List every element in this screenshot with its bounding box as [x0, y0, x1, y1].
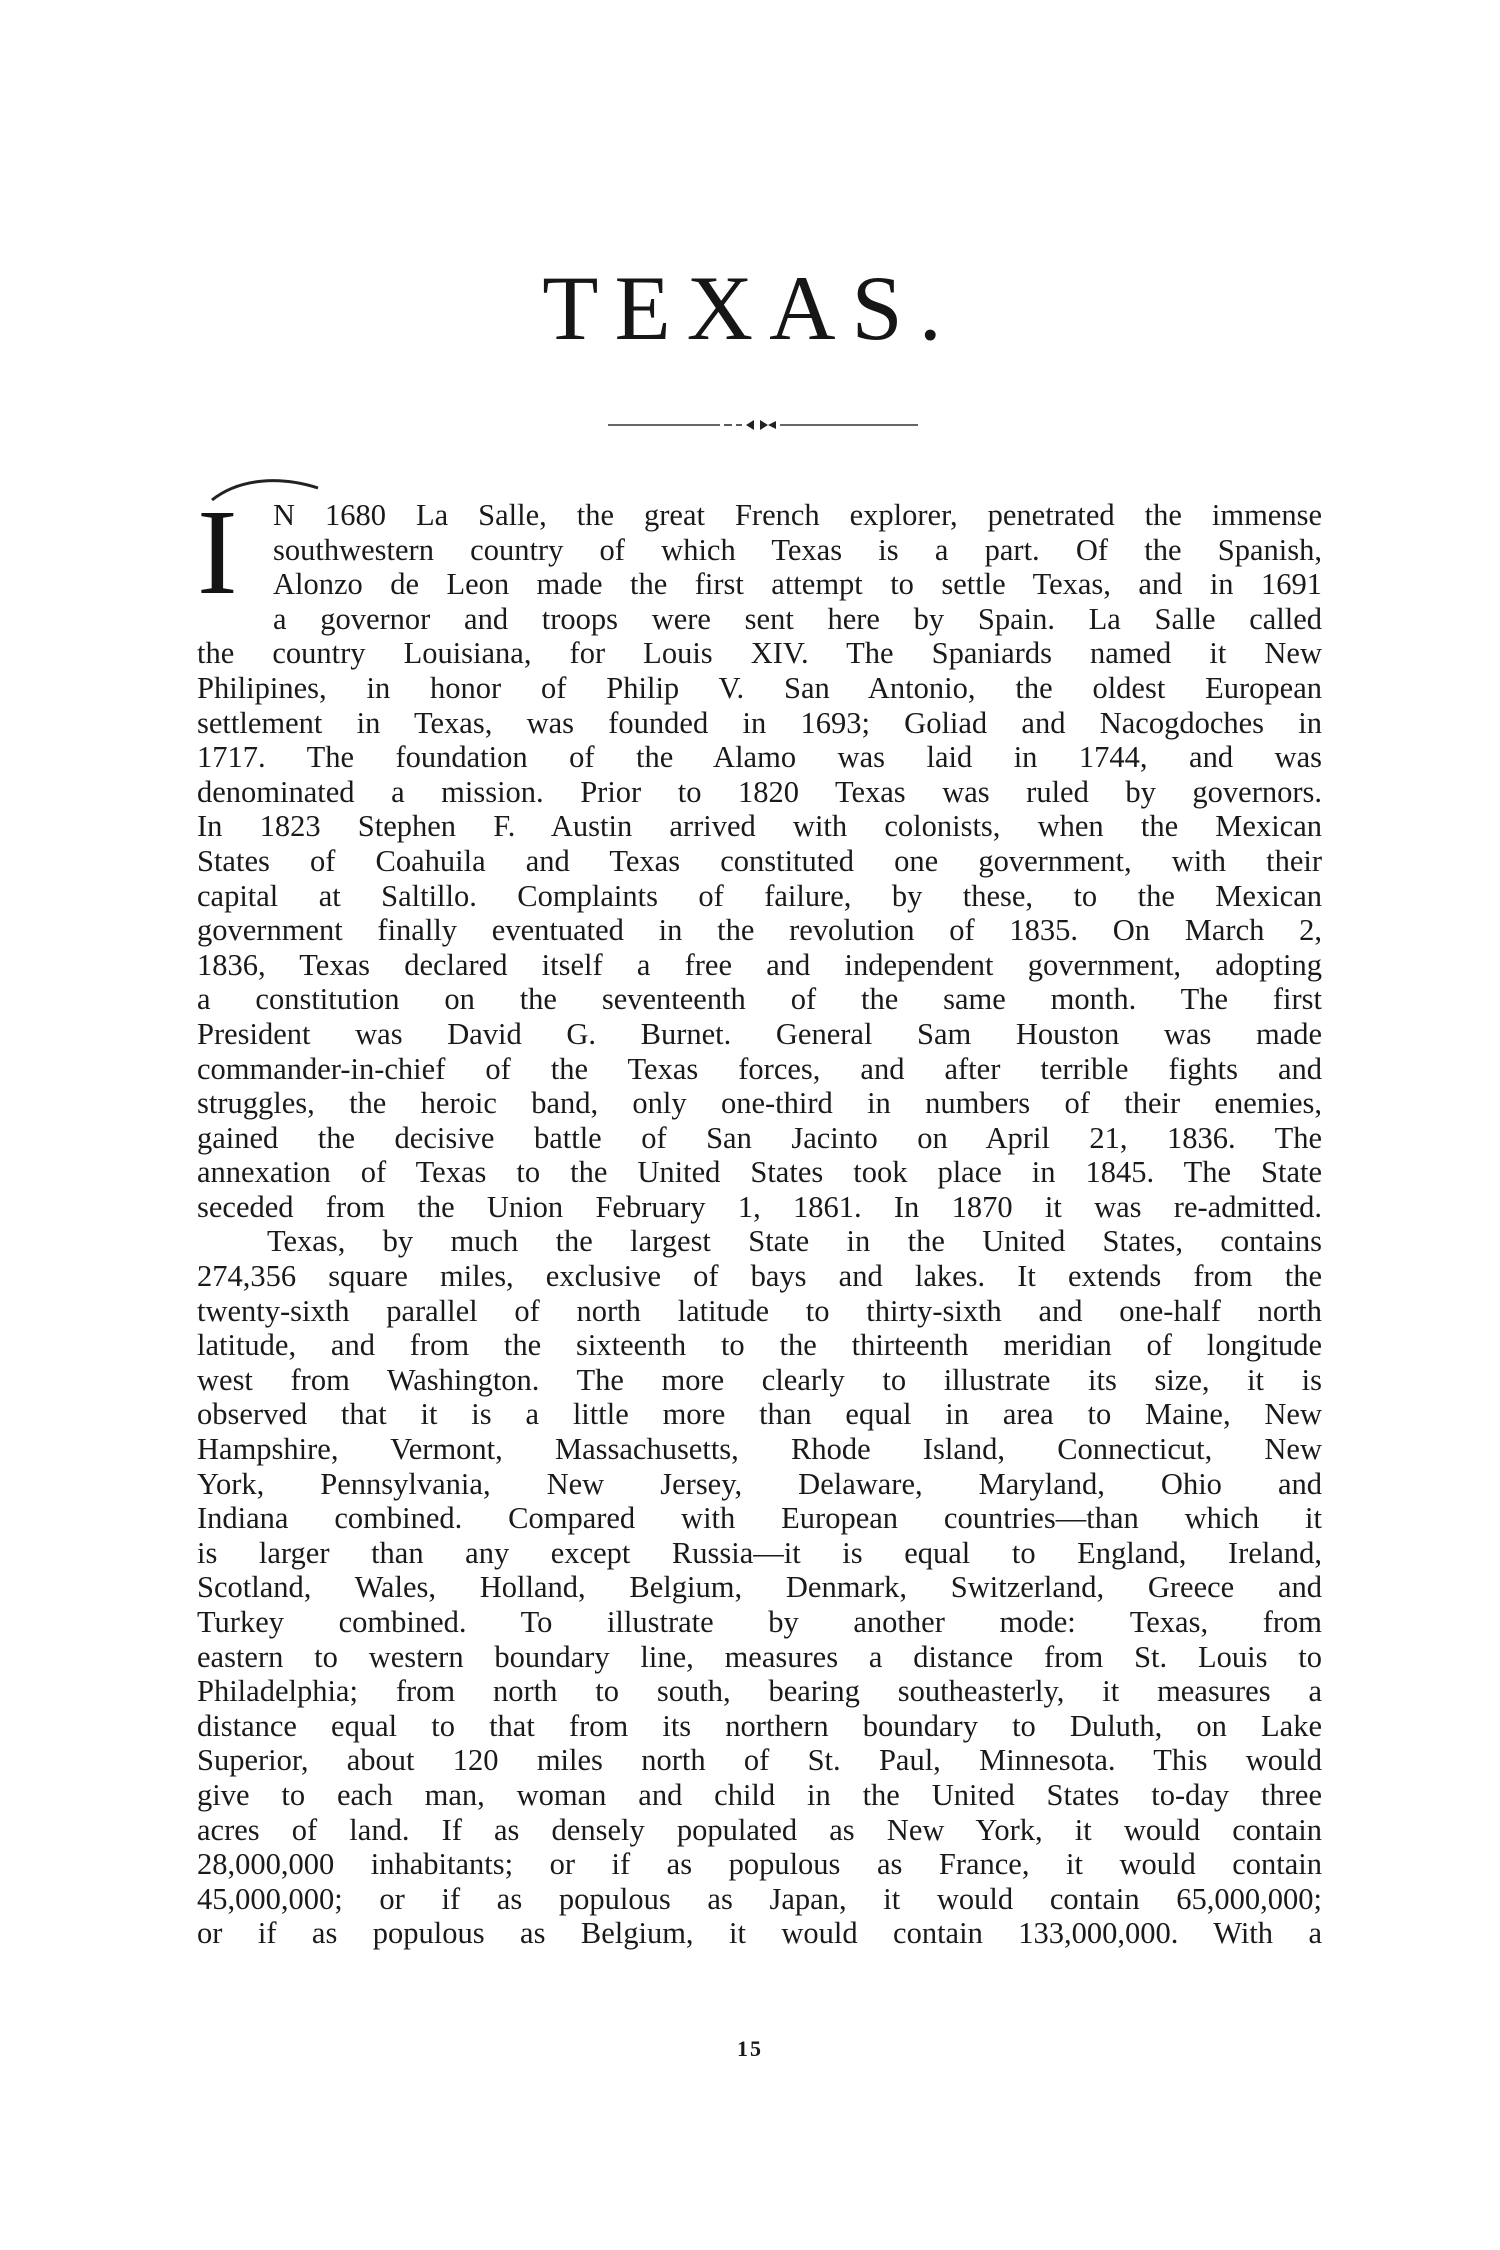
text-line: a governor and troops were sent here by Spain. La Salle called	[273, 601, 1322, 636]
body-text	[197, 498, 1322, 1951]
text-line: or if as populous as Belgium, it would contain 133,000,000. With a	[197, 1916, 1322, 1951]
text-line: 28,000,000 inhabitants; or if as populous as France, it would contain	[197, 1847, 1322, 1882]
text-line: west from Washington. The more clearly to illustrate its size, it is	[197, 1362, 1322, 1397]
text-line: Turkey combined. To illustrate by another mode: Texas, from	[197, 1605, 1322, 1639]
text-line: latitude, and from the sixteenth to the thirteenth meridian of longitude	[197, 1328, 1322, 1363]
text-line: 1717. The foundation of the Alamo was laid in 1744, and was	[197, 740, 1322, 775]
text-line: Alonzo de Leon made the first attempt to settle Texas, and in 1691	[273, 567, 1322, 602]
text-line: distance equal to that from its northern boundary to Duluth, on Lake	[197, 1708, 1322, 1743]
text-line: gained the decisive battle of San Jacinto on April 21, 1836. The	[197, 1120, 1322, 1155]
text-line: eastern to western boundary line, measures a distance from St. Louis to	[197, 1639, 1322, 1674]
text-line: Superior, about 120 miles north of St. Paul, Minnesota. This would	[197, 1743, 1322, 1778]
page-title: TEXAS.	[542, 257, 958, 359]
text-line: a constitution on the seventeenth of the same month. The first	[197, 982, 1322, 1017]
text-line: President was David G. Burnet. General Sam Houston was made	[197, 1016, 1322, 1051]
text-line: 274,356 square miles, exclusive of bays and lakes. It extends from the	[197, 1259, 1322, 1294]
text-line: the country Louisiana, for Louis XIV. The Spaniards named it New	[197, 636, 1322, 671]
text-line: seceded from the Union February 1, 1861. In 1870 it was re-admitted.	[197, 1189, 1322, 1224]
ornament-divider-icon	[608, 418, 918, 432]
text-line: observed that it is a little more than equal in area to Maine, New	[197, 1397, 1322, 1432]
text-line: York, Pennsylvania, New Jersey, Delaware, Maryland, Ohio and	[197, 1466, 1322, 1501]
text-line: give to each man, woman and child in the United States to-day three	[197, 1777, 1322, 1812]
text-line: Indiana combined. Compared with European countries—than which it	[197, 1501, 1322, 1536]
text-line: States of Coahuila and Texas constituted one government, with their	[197, 843, 1322, 878]
text-line: acres of land. If as densely populated as New York, it would contain	[197, 1812, 1322, 1847]
text-line: capital at Saltillo. Complaints of failure, by these, to the Mexican	[197, 878, 1322, 913]
text-line: struggles, the heroic band, only one-third in numbers of their enemies,	[197, 1086, 1322, 1121]
page-number: 15	[737, 2036, 763, 2061]
text-line: 1836, Texas declared itself a free and independent government, adopting	[197, 947, 1322, 982]
text-line: Texas, by much the largest State in the United States, contains	[267, 1224, 1322, 1259]
text-line: Scotland, Wales, Holland, Belgium, Denmark, Switzerland, Greece and	[197, 1570, 1322, 1605]
text-line: twenty-sixth parallel of north latitude to thirty-sixth and one-half north	[197, 1293, 1322, 1328]
text-line: denominated a mission. Prior to 1820 Texas was ruled by governors.	[197, 774, 1322, 809]
text-line: Philipines, in honor of Philip V. San Antonio, the oldest European	[197, 670, 1322, 705]
text-line: 45,000,000; or if as populous as Japan, it would contain 65,000,000;	[197, 1881, 1322, 1916]
text-line: southwestern country of which Texas is a part. Of the Spanish,	[273, 532, 1322, 567]
text-line: annexation of Texas to the United States took place in 1845. The State	[197, 1155, 1322, 1190]
text-line: N 1680 La Salle, the great French explorer, penetrated the immense	[273, 498, 1322, 532]
text-line: settlement in Texas, was founded in 1693; Goliad and Nacogdoches in	[197, 705, 1322, 740]
drop-cap: I	[197, 485, 238, 620]
text-line: government finally eventuated in the revolution of 1835. On March 2,	[197, 913, 1322, 948]
text-line: Philadelphia; from north to south, bearing southeasterly, it measures a	[197, 1674, 1322, 1709]
text-line: commander-in-chief of the Texas forces, and after terrible fights and	[197, 1051, 1322, 1086]
text-line: is larger than any except Russia—it is equal to England, Ireland,	[197, 1535, 1322, 1570]
text-line: In 1823 Stephen F. Austin arrived with colonists, when the Mexican	[197, 809, 1322, 844]
text-line: Hampshire, Vermont, Massachusetts, Rhode Island, Connecticut, New	[197, 1432, 1322, 1467]
